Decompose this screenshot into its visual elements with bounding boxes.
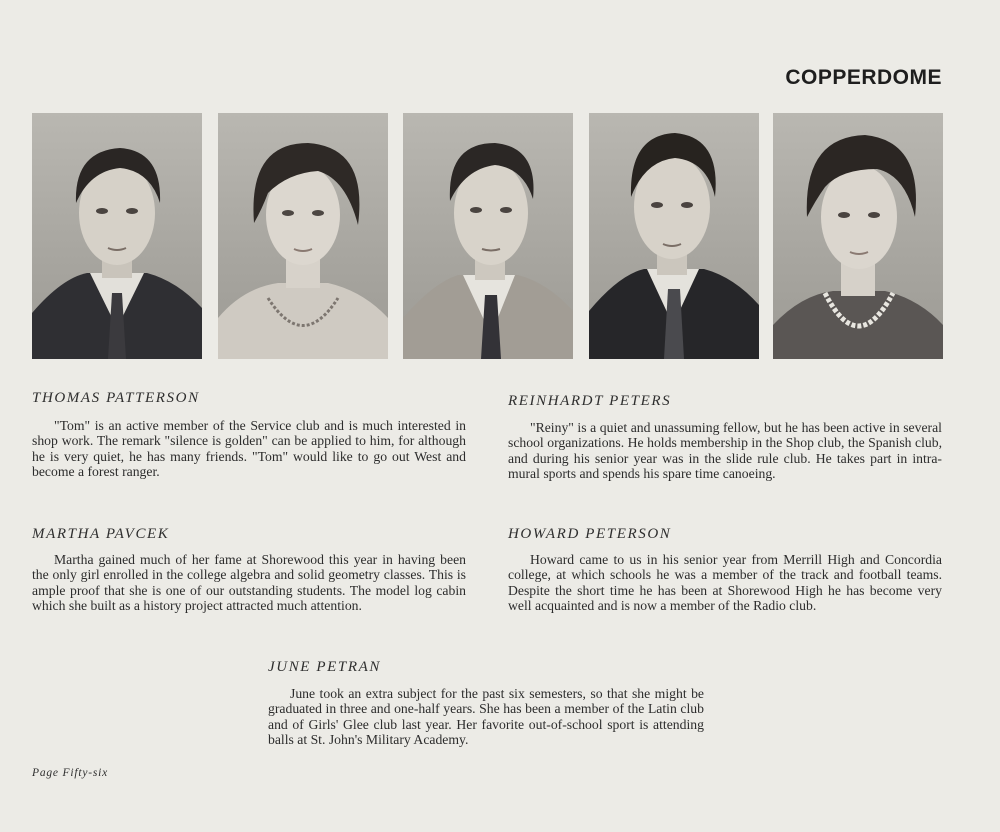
- student-bio: Martha gained much of her fame at Shorewood this year in having been the only girl enrolled in the college algebra and solid geometry classes. This is ample proof that she is one of our outstanding students. The model log cabin which she built as a history project attracted much attention.: [32, 552, 466, 613]
- portrait-photo: [32, 113, 202, 359]
- portrait-photo: [218, 113, 388, 359]
- portrait-photo: [773, 113, 943, 359]
- portrait-photo: [589, 113, 759, 359]
- student-name: THOMAS PATTERSON: [32, 390, 200, 406]
- student-bio: "Reiny" is a quiet and unassuming fellow, but he has been active in several school organizations. He holds membership in the Shop club, the Spanish club, and during his senior year was in the slide rule club. He takes part in intra-mural sports and spends his spare time canoeing.: [508, 420, 942, 481]
- student-name: HOWARD PETERSON: [508, 526, 672, 542]
- page-number: Page Fifty-six: [32, 767, 109, 779]
- running-head: COPPERDOME: [785, 66, 942, 89]
- student-name: REINHARDT PETERS: [508, 393, 672, 409]
- student-bio: Howard came to us in his senior year from Merrill High and Concordia college, at which schools he was a member of the track and football teams. Despite the short time he has been at Shorewood High he has become very well acquainted and is now a member of the Radio club.: [508, 552, 942, 613]
- student-name: MARTHA PAVCEK: [32, 526, 170, 542]
- portrait-photo: [403, 113, 573, 359]
- student-bio: June took an extra subject for the past six semesters, so that she might be graduated in three and one-half years. She has been a member of the Latin club and of Girls' Glee club last year. Her favorite out-of-school sport is attending balls at St. John's Military Academy.: [268, 686, 704, 747]
- student-bio: "Tom" is an active member of the Service club and is much interested in shop work. The remark "silence is golden" can be applied to him, for although he is very quiet, he has many friends. "Tom" would like to go out West and become a forest ranger.: [32, 418, 466, 479]
- student-name: JUNE PETRAN: [268, 659, 382, 675]
